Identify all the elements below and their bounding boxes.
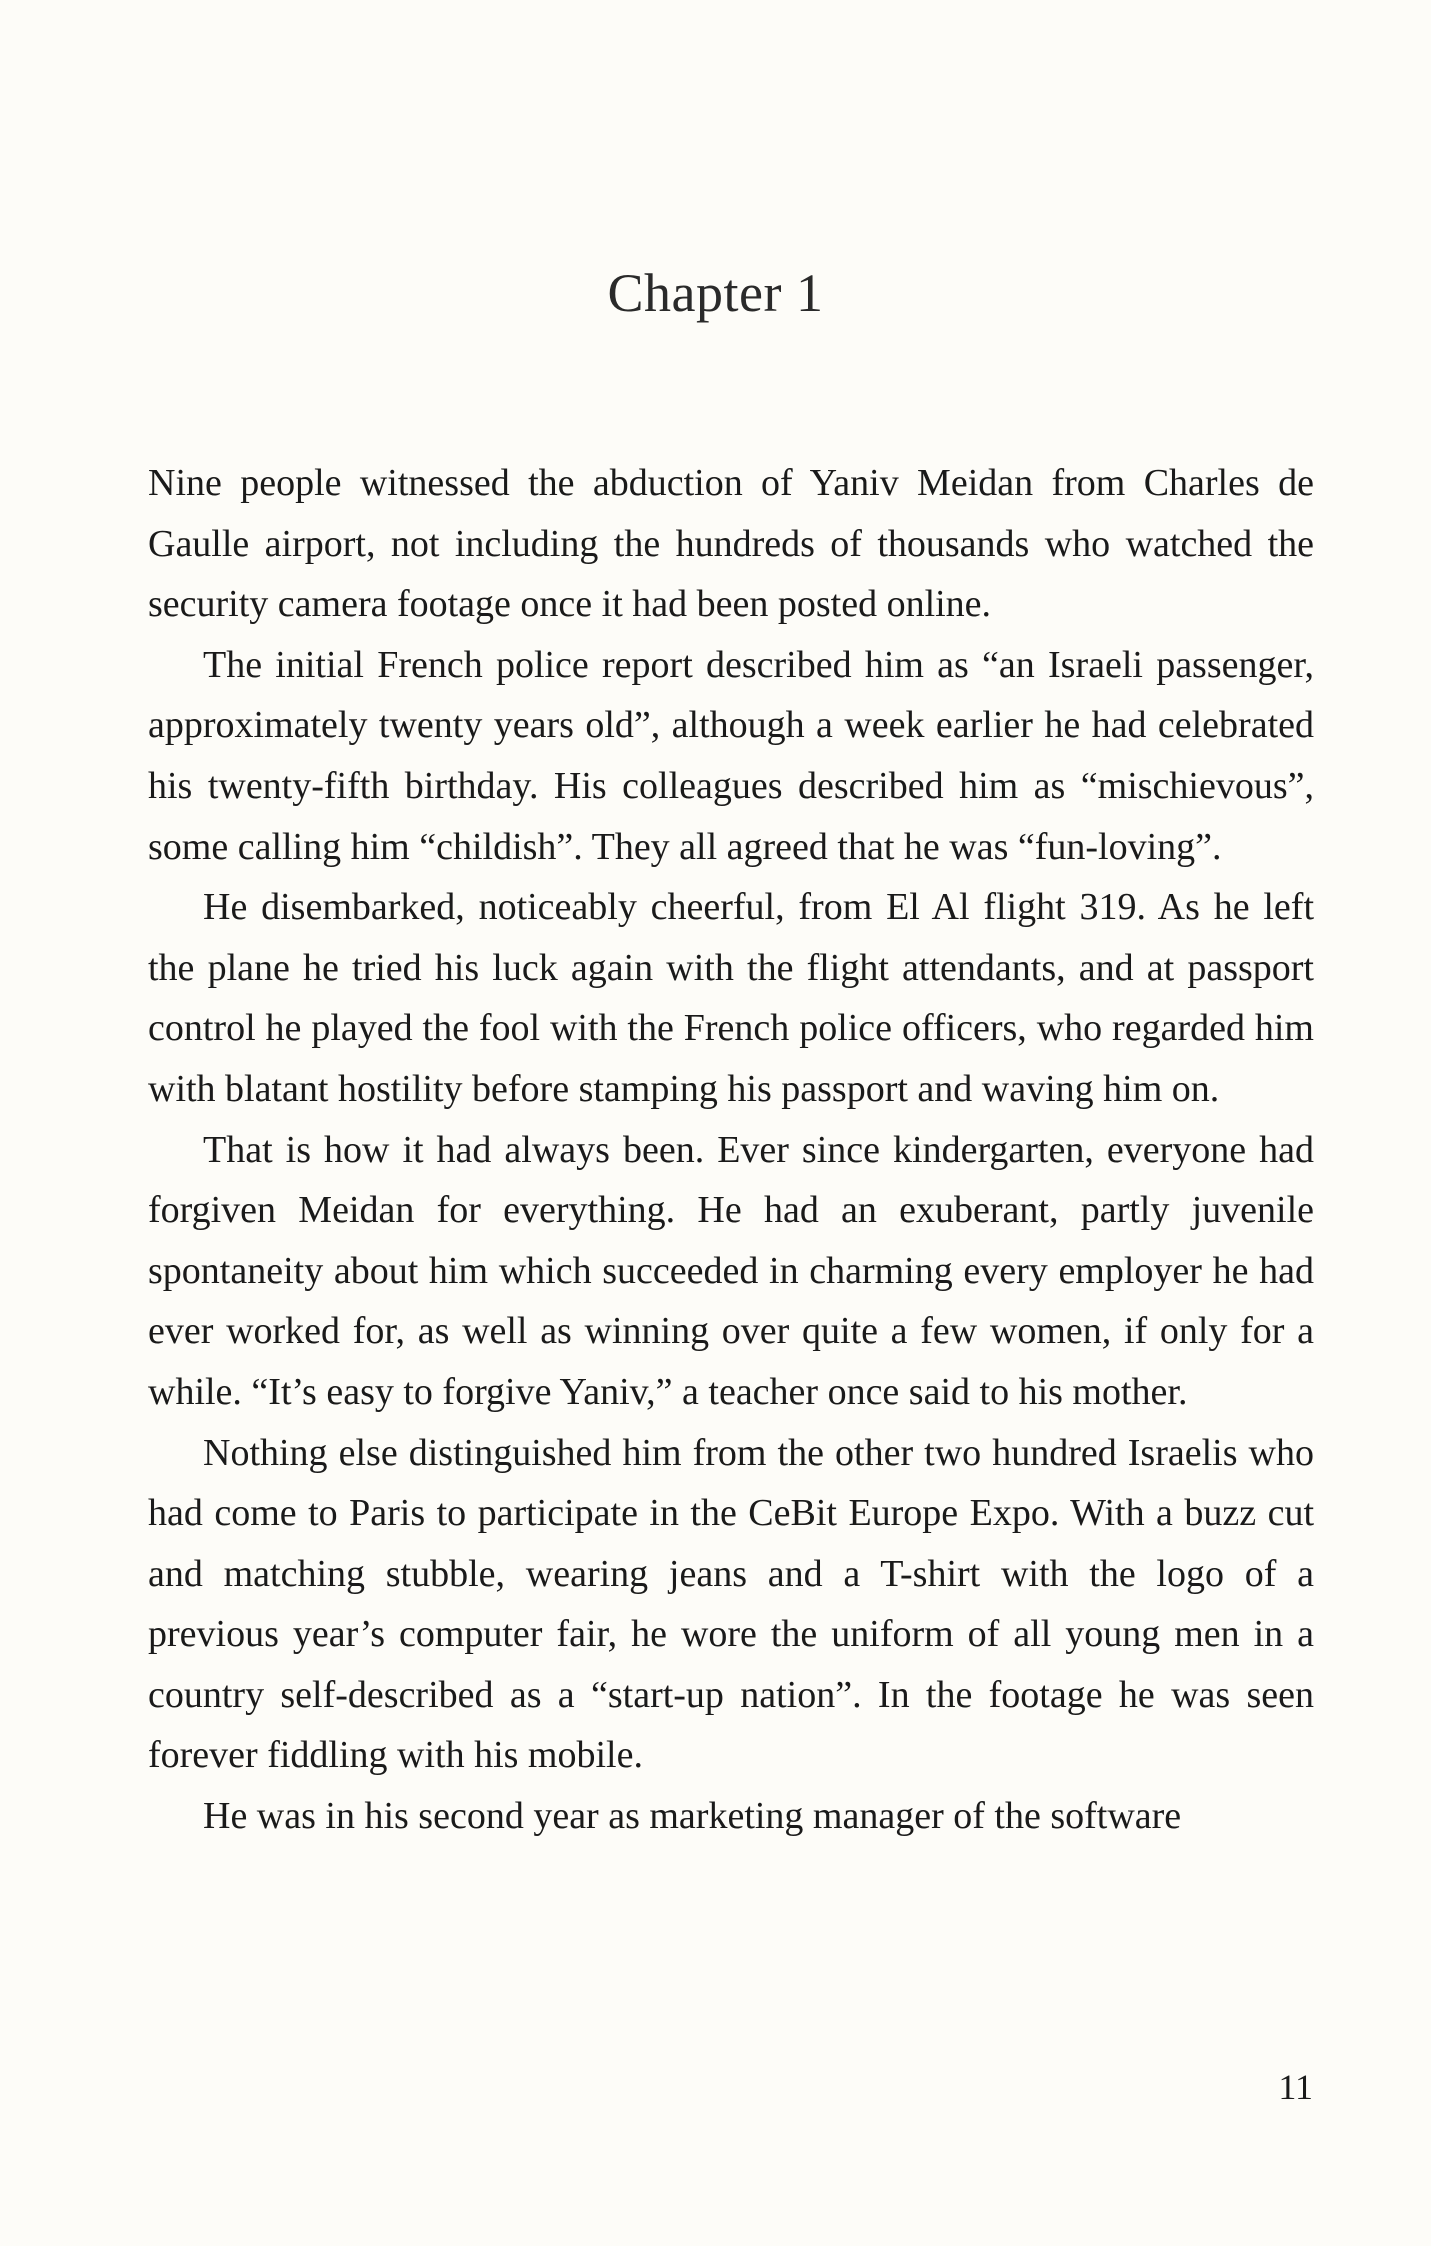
paragraph-4: That is how it had always been. Ever since kindergarten, everyone had forgiven Meidan for everything. He had an exuberant, partly juvenile spontaneity about him which succeeded in charming every employer he had ever worked for, as well as winning over quite a few women, if only for a while. “It’s easy to forgive Yaniv,” a teacher once said to his mother. [148, 1128, 1314, 1413]
paragraph-2: The initial French police report described him as “an Israeli passenger, approximately twenty years old”, although a week earlier he had celebrated his twenty-fifth birthday. His colleagues described him as “mischievous”, some calling him “childish”. They all agreed that he was “fun-loving”. [148, 643, 1314, 868]
body-text [148, 453, 1314, 1847]
paragraph-5: Nothing else distinguished him from the other two hundred Israelis who had come to Paris to participate in the CeBit Europe Expo. With a buzz cut and matching stubble, wearing jeans and a T-shirt with the logo of a previous year’s computer fair, he wore the uniform of all young men in a country self-described as a “start-up nation”. In the footage he was seen forever fiddling with his mobile. [148, 1431, 1314, 1777]
paragraph-1: Nine people witnessed the abduction of Yaniv Meidan from Charles de Gaulle airport, not including the hundreds of thousands who watched the security camera footage once it had been posted online. [148, 462, 1314, 626]
chapter-title: Chapter 1 [607, 263, 824, 323]
paragraph-3: He disembarked, noticeably cheerful, from El Al flight 319. As he left the plane he tried his luck again with the flight attendants, and at passport control he played the fool with the French police officers, who regarded him with blatant hostility before stamping his passport and waving him on. [148, 886, 1314, 1110]
page-number: 11 [1278, 2067, 1313, 2107]
paragraph-6: He was in his second year as marketing manager of the software [203, 1795, 1182, 1838]
